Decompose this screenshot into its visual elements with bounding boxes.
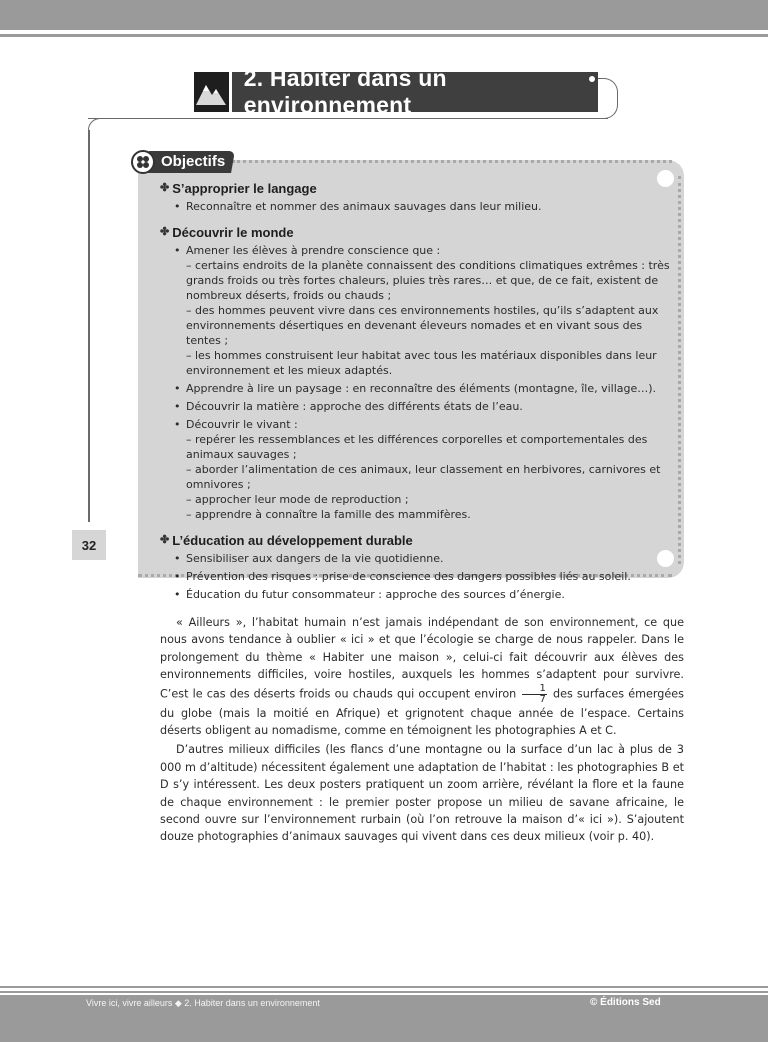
objectives-section [160, 532, 672, 602]
list-item: • Reconnaître et nommer des animaux sauvages dans leur milieu. [174, 200, 542, 213]
objectives-content [160, 180, 672, 612]
title-dot [589, 76, 595, 82]
frame-corner [88, 118, 102, 132]
header-rule [0, 34, 768, 37]
header-band [0, 0, 768, 30]
mountain-icon [194, 72, 232, 112]
footer-rule [0, 991, 768, 993]
clover-bullet-icon: ✤ [160, 182, 170, 194]
paragraph: D’autres milieux difficiles (les flancs d’une montagne ou la surface d’un lac à plus de 3 000 m d’altitude) nécessitent également une adaptation de l’habitat : les photographies B et D s’y intéressent. Les deux posters pratiquent un zoom arrière, révélant la flore et la faune de chaque environnement : le premier poster propose un milieu de savane africaine, le second ouvre sur l’environnement rurbain (où l’on retrouve la maison d’« ici »). S’ajoutent douze photographies d’animaux sauvages qui vivent dans ces deux milieux (voir p. 40). [160, 743, 684, 844]
footer-publisher: © Éditions Sed [590, 997, 661, 1008]
section-title: ✤ L’éducation au développement durable [160, 533, 413, 548]
list-item: • Éducation du futur consommateur : approche des sources d’énergie. [174, 588, 565, 601]
clover-icon [131, 150, 155, 174]
section-title: ✤ Découvrir le monde [160, 225, 294, 240]
list-item: • Prévention des risques : prise de conscience des dangers possibles liés au soleil. [174, 570, 631, 583]
paragraph: « Ailleurs », l’habitat humain n’est jamais indépendant de son environnement, ce que nous avons tendance à oublier « ici » et que l’écologie se charge de nous rappeler. Dans le prolongement du thème « Habiter une maison », celui-ci fait découvrir aux élèves des environnements difficiles, voire hostiles, auxquels les hommes s’adaptent pour survivre. C’est le cas des déserts froids ou chauds qui occupent environ $\frac{1}{7}$ des surfaces émergées du globe (mais la moitié en Afrique) et grignotent chaque année de l’espace. Certains déserts obligent au nomadisme, comme en témoignent les photographies A et C. [160, 616, 685, 738]
objectives-dotted-border-right [678, 176, 681, 564]
list-item: • Sensibiliser aux dangers de la vie quotidienne. [174, 552, 444, 565]
objectives-header [131, 148, 233, 176]
objectives-section [160, 180, 672, 214]
objectives-header-label: Objectifs [161, 153, 226, 170]
fraction: $\frac{1}{7}$ [522, 684, 546, 705]
clover-bullet-icon: ✤ [160, 226, 170, 238]
footer-rule [0, 986, 768, 988]
list-item: • Découvrir le vivant : – repérer les ressemblances et les différences corporelles et comportementales des animaux sauvages ; – aborder l’alimentation de ces animaux, leur classement en herbivores, carnivores et omnivores ; – approcher leur mode de reproduction ; – apprendre à connaître la famille des mammifères. [174, 418, 661, 521]
body-text [160, 614, 684, 848]
footer-running-title: Vivre ici, vivre ailleurs ◆ 2. Habiter dans un environnement [86, 998, 320, 1008]
list-item: • Apprendre à lire un paysage : en reconnaître des éléments (montagne, île, village…). [174, 382, 657, 395]
list-item: • Amener les élèves à prendre conscience que : – certains endroits de la planète connaissent des conditions climatiques extrêmes : très grands froids ou très fortes chaleurs, pluies très rares… et que, de ce fait, existent de nombreux déserts, froids ou chauds ; – des hommes peuvent vivre dans ces environnements hostiles, qu’ils s’adaptent aux environnements désertiques en devenant éleveurs nomades et en vivant sous des tentes ; – les hommes construisent leur habitat avec tous les matériaux disponibles dans leur environnement et les mieux adaptés. [174, 244, 670, 377]
frame-line-left [88, 130, 90, 522]
objectives-section [160, 224, 672, 522]
page-title: 2. Habiter dans un environnement [243, 65, 447, 118]
chapter-title-bar [194, 65, 598, 118]
page-number: 32 [72, 530, 106, 560]
clover-bullet-icon: ✤ [160, 534, 170, 546]
objectives-dotted-border-top [232, 160, 672, 163]
section-title: ✤ S’approprier le langage [160, 181, 317, 196]
list-item: • Découvrir la matière : approche des différents états de l’eau. [174, 400, 523, 413]
